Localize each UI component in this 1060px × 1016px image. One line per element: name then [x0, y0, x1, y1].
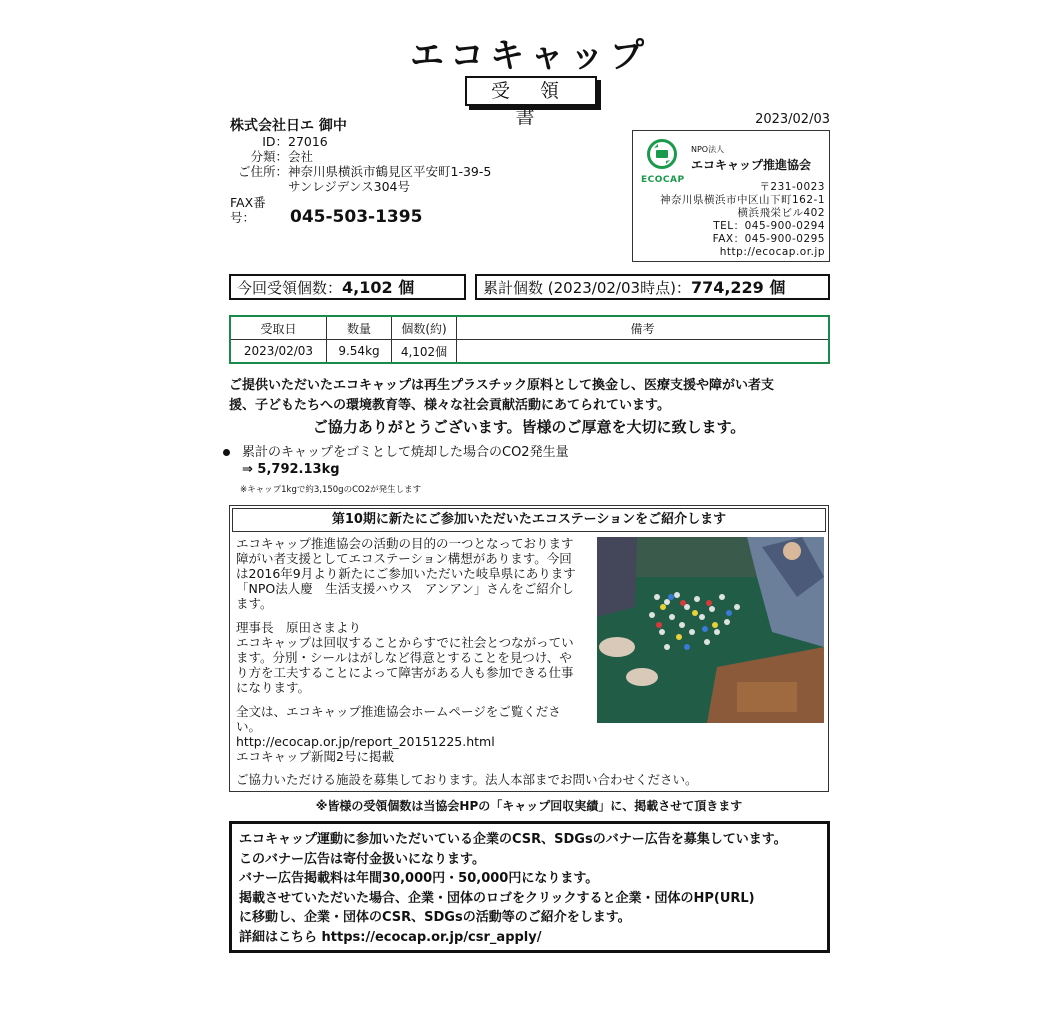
- banner-apply-link[interactable]: 詳細はこちら https://ecocap.or.jp/csr_apply/: [239, 929, 542, 945]
- npo-label: NPO法人: [691, 145, 725, 154]
- fax-label: FAX番号：: [230, 195, 266, 225]
- current-count-value: 4,102 個: [342, 278, 415, 297]
- recipient-fax-row: [230, 195, 422, 225]
- eco-station-section: [229, 505, 829, 792]
- recycle-logo-icon: [647, 139, 677, 169]
- fax: FAX：045-900-0295: [712, 233, 825, 245]
- eco-station-heading: 第10期に新たにご参加いただいたエコステーションをご紹介します: [232, 508, 826, 532]
- hp-notice: ※皆様の受領個数は当協会HPの「キャップ回収実績」に、掲載させて頂きます: [315, 799, 743, 813]
- address-value: 神奈川県横浜市鶴見区平安町1-39-5: [288, 164, 492, 179]
- recipient-address-row: [230, 164, 491, 179]
- current-count-box: [229, 274, 466, 300]
- organization-address: [660, 181, 825, 259]
- intro-line: 障がい者支援としてエコステーション構想があります。今回: [236, 551, 572, 566]
- postal-code: 〒231-0023: [759, 181, 825, 193]
- quote-line: エコキャップは回収することからすでに社会とつながってい: [236, 635, 574, 650]
- station-more: [236, 704, 588, 764]
- organization-box: [632, 130, 830, 262]
- banner-line: エコキャップ運動に参加いただいている企業のCSR、SDGsのバナー広告を募集しています。: [239, 832, 787, 847]
- message-line-2: 援、子どもたちへの環境教育等、様々な社会貢献活動にあてられています。: [229, 398, 670, 413]
- cell-weight: 9.54kg: [327, 340, 392, 364]
- station-quote: [236, 620, 588, 695]
- id-label: ID：: [262, 134, 288, 149]
- recipient-address-row-2: [230, 179, 410, 194]
- document-title: エコキャップ: [410, 36, 650, 76]
- logo-text: ECOCAP: [641, 175, 685, 185]
- fax-value: 045-503-1395: [290, 207, 423, 227]
- category-value: 会社: [288, 149, 314, 164]
- total-count-box: [475, 274, 830, 300]
- banner-line: バナー広告掲載料は年間30,000円・50,000円になります。: [239, 871, 599, 886]
- recipient-category-row: [230, 149, 313, 164]
- address-label: ご住所：: [237, 164, 288, 179]
- banner-line: このバナー広告は寄付金扱いになります。: [239, 851, 485, 867]
- sorting-caps-photo: [597, 537, 824, 723]
- station-intro: [236, 536, 588, 611]
- quote-line: になります。: [236, 680, 311, 695]
- header-weight: 数量: [327, 316, 392, 340]
- co2-label: 累計のキャップをゴミとして焼却した場合のCO2発生量: [242, 445, 569, 460]
- header-date: 受取日: [230, 316, 327, 340]
- website: http://ecocap.or.jp: [719, 246, 825, 258]
- published-note: エコキャップ新聞2号に掲載: [236, 749, 394, 764]
- co2-value: ⇒ 5,792.13kg: [242, 462, 340, 477]
- co2-note: ※キャップ1kgで約3,150gのCO2が発生します: [240, 485, 422, 495]
- quote-line: り方を工夫することによって障害がある人も参加できる仕事: [236, 665, 574, 680]
- more-line: 全文は、エコキャップ推進協会ホームページをご覧くださ: [236, 704, 561, 719]
- report-link[interactable]: http://ecocap.or.jp/report_20151225.html: [236, 734, 495, 749]
- address-value-2: サンレジデンス304号: [288, 179, 410, 194]
- table-row: [230, 340, 829, 364]
- total-count-value: 774,229 個: [690, 278, 786, 297]
- intro-line: は2016年9月より新たにご参加いただいた岐阜県にあります: [236, 566, 576, 581]
- quote-line: ます。分別・シールはがしなど得意とすることを見つけ、や: [236, 650, 572, 665]
- intro-line: ます。: [236, 596, 273, 611]
- cell-count: 4,102個: [392, 340, 457, 364]
- intro-line: エコキャップ推進協会の活動の目的の一つとなっております: [236, 536, 574, 551]
- total-count-label: 累計個数 (2023/02/03時点)：: [483, 279, 691, 297]
- bullet-icon: [223, 449, 230, 456]
- thanks-message: ご協力ありがとうございます。皆様のご厚意を大切に致します。: [312, 418, 746, 436]
- tel: TEL：045-900-0294: [713, 220, 825, 232]
- document-subtitle: 受 領 書: [465, 76, 597, 106]
- recipient-id-row: [230, 134, 328, 149]
- recruit-note: ご協力いただける施設を募集しております。法人本部までお問い合わせください。: [236, 772, 698, 787]
- current-count-label: 今回受領個数：: [237, 279, 343, 297]
- intro-line: 「NPO法人慶 生活支援ハウス アンアン」さんをご紹介し: [236, 581, 574, 596]
- banner-ad-section: [229, 821, 830, 953]
- table-header-row: [230, 316, 829, 340]
- receipt-table: [229, 315, 830, 364]
- more-line: い。: [236, 719, 262, 734]
- header-remarks: 備考: [457, 316, 830, 340]
- message-line-1: ご提供いただいたエコキャップは再生プラスチック原料として換金し、医療支援や障がい者支: [229, 378, 774, 393]
- cell-date: 2023/02/03: [230, 340, 327, 364]
- address-line-2: 横浜飛栄ビル402: [737, 207, 825, 219]
- header-count: 個数(約): [392, 316, 457, 340]
- cell-remarks: [457, 340, 830, 364]
- id-value: 27016: [288, 134, 328, 149]
- organization-name: エコキャップ推進協会: [691, 158, 812, 172]
- address-line-1: 神奈川県横浜市中区山下町162-1: [659, 194, 825, 206]
- banner-line: に移動し、企業・団体のCSR、SDGsの活動等のご紹介をします。: [239, 910, 631, 925]
- banner-line: 掲載させていただいた場合、企業・団体のロゴをクリックすると企業・団体のHP(URL): [239, 890, 755, 906]
- category-label: 分類：: [250, 149, 288, 164]
- speaker: 理事長 原田さまより: [236, 620, 362, 635]
- issue-date: 2023/02/03: [755, 112, 830, 127]
- recipient-name: 株式会社日エ 御中: [230, 118, 347, 134]
